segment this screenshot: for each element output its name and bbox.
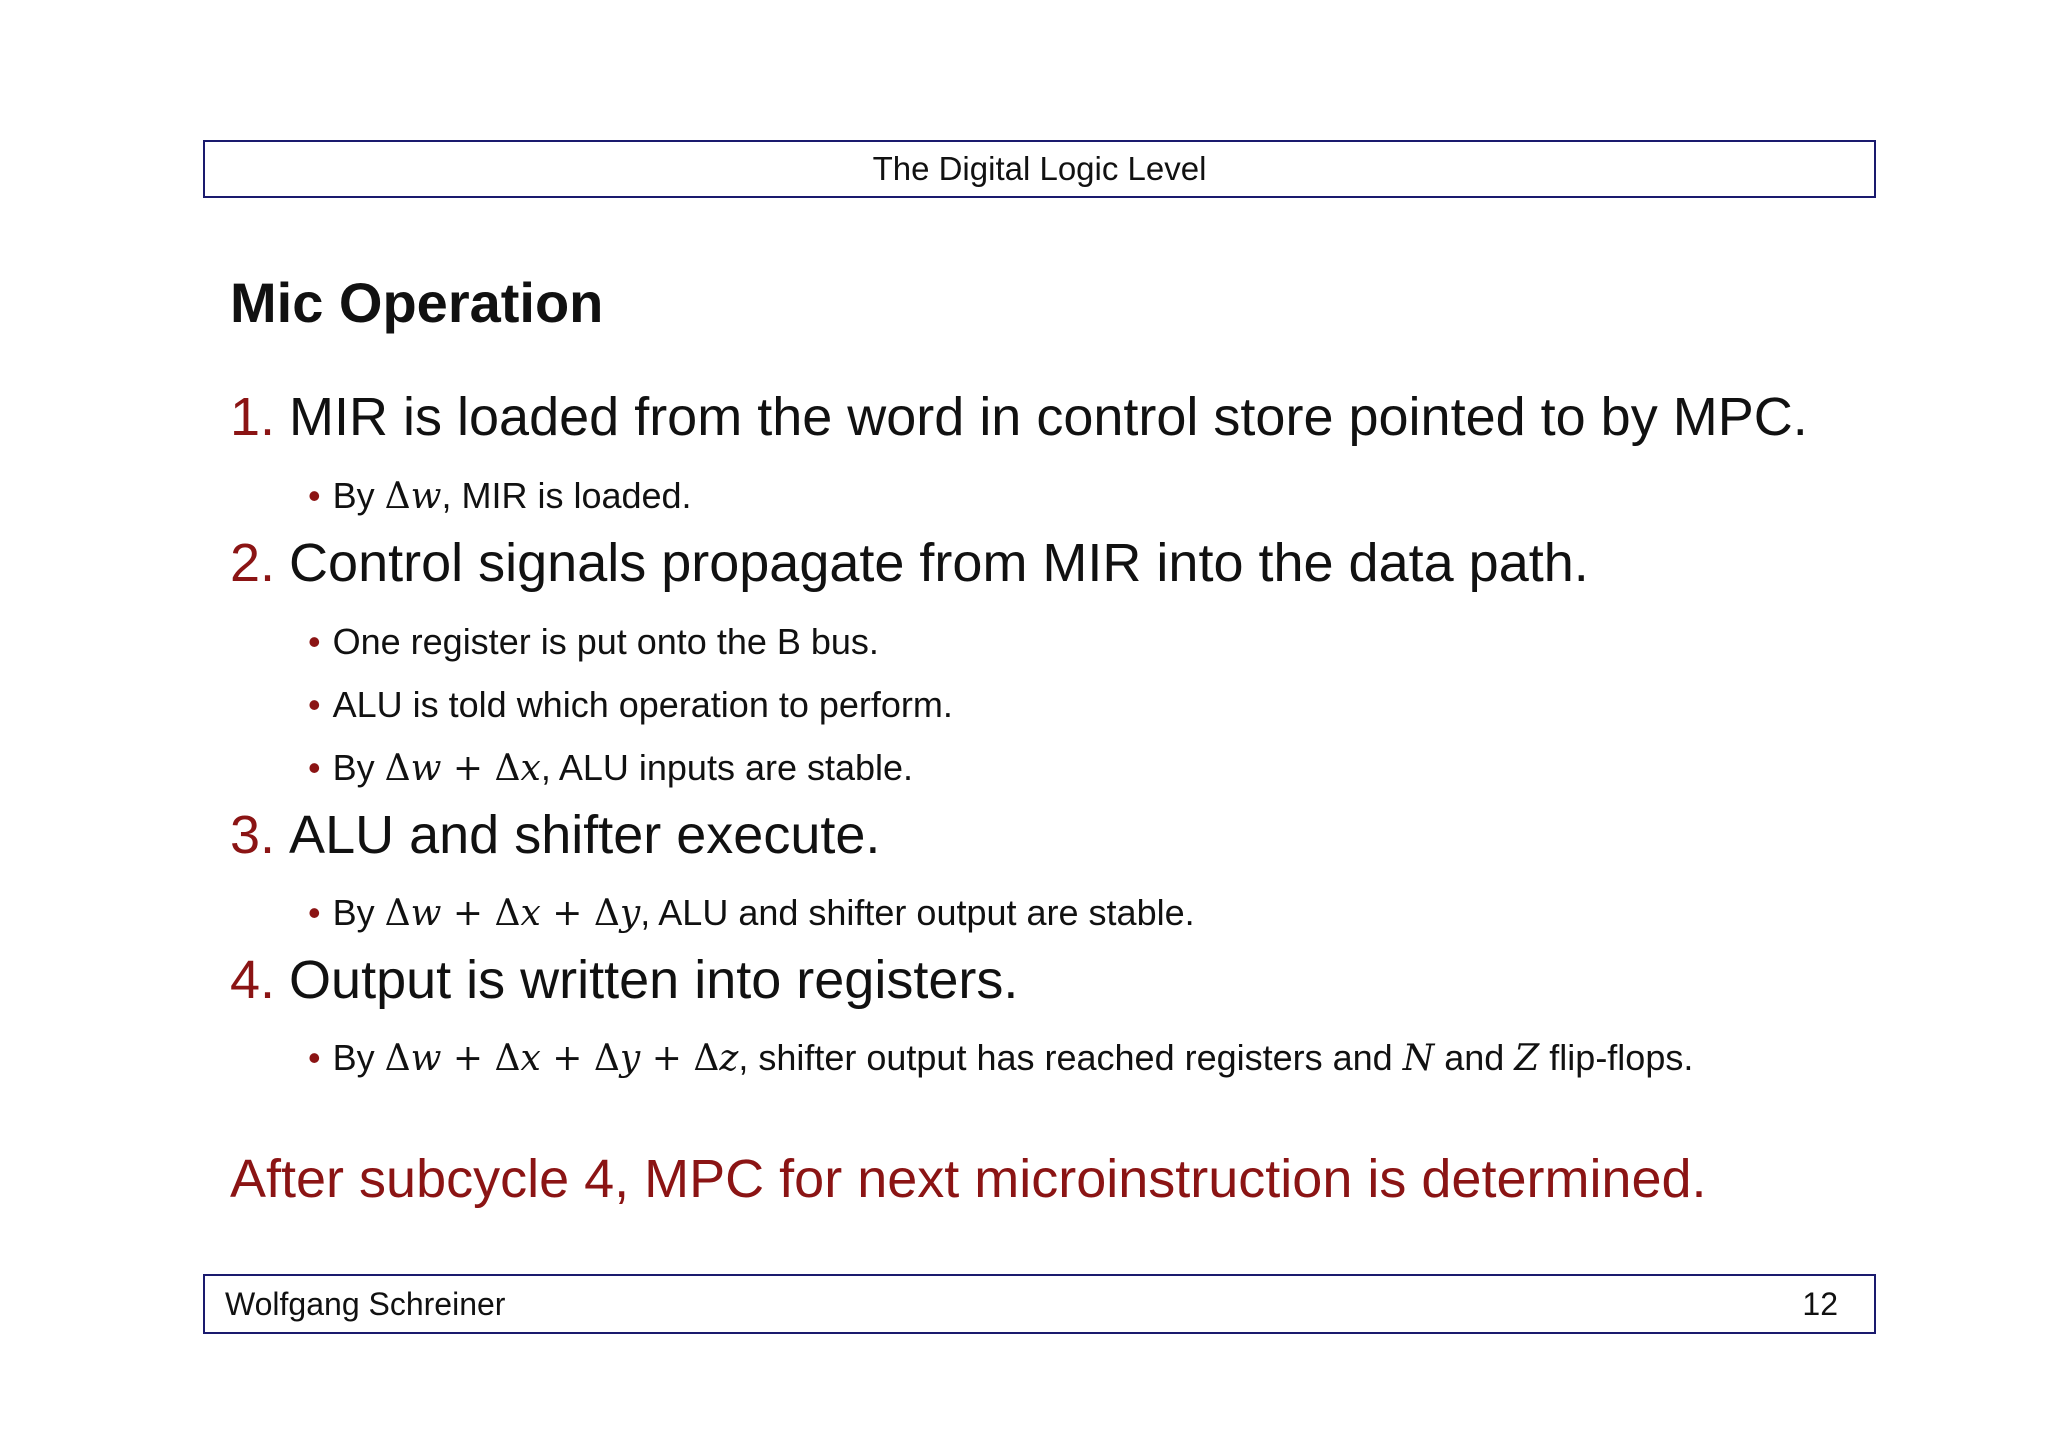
- bullet-icon: •: [308, 684, 321, 725]
- footer-author: Wolfgang Schreiner: [225, 1285, 506, 1322]
- item-number: 4.: [230, 950, 276, 1010]
- list-item-2: [230, 532, 1589, 594]
- slide-title: Mic Operation: [230, 271, 604, 334]
- math-expression: Δw: [384, 476, 442, 517]
- sub-bullet: • By Δw + Δx + Δy, ALU and shifter output are stable.: [308, 892, 1195, 934]
- math-expression: Δw + Δx + Δy: [384, 893, 641, 934]
- item-text: MIR is loaded from the word in control store pointed to by MPC.: [289, 387, 1808, 447]
- conclusion-text: After subcycle 4, MPC for next microinstruction is determined.: [230, 1149, 1707, 1209]
- bullet-icon: •: [308, 892, 321, 933]
- sub-bullet: • ALU is told which operation to perform.: [308, 684, 953, 725]
- math-variable: Z: [1514, 1038, 1540, 1079]
- sub-bullet: • By Δw + Δx + Δy + Δz, shifter output has reached registers and N and Z flip-flops.: [308, 1037, 1694, 1079]
- item-number: 3.: [230, 805, 276, 865]
- sub-bullet: • By Δw, MIR is loaded.: [308, 475, 692, 517]
- math-variable: N: [1402, 1038, 1435, 1079]
- header-bar: [203, 140, 1876, 198]
- footer-bar: [203, 1274, 1876, 1334]
- bullet-icon: •: [308, 747, 321, 788]
- bullet-icon: •: [308, 1037, 321, 1078]
- sub-bullet: • By Δw + Δx, ALU inputs are stable.: [308, 747, 914, 789]
- item-text: Control signals propagate from MIR into the data path.: [289, 533, 1589, 593]
- bullet-icon: •: [308, 621, 321, 662]
- item-text: Output is written into registers.: [289, 950, 1019, 1010]
- item-number: 2.: [230, 533, 276, 593]
- bullet-icon: •: [308, 475, 321, 516]
- item-text: ALU and shifter execute.: [289, 805, 881, 865]
- math-expression: Δw + Δx: [384, 748, 541, 789]
- item-number: 1.: [230, 387, 276, 447]
- list-item-4: [230, 949, 1018, 1011]
- math-expression: Δw + Δx + Δy + Δz: [384, 1038, 739, 1079]
- sub-bullet: • One register is put onto the B bus.: [308, 621, 879, 662]
- page-number: 12: [1802, 1285, 1838, 1322]
- list-item-1: [230, 386, 1808, 448]
- header-title: The Digital Logic Level: [872, 150, 1207, 187]
- list-item-3: [230, 804, 880, 866]
